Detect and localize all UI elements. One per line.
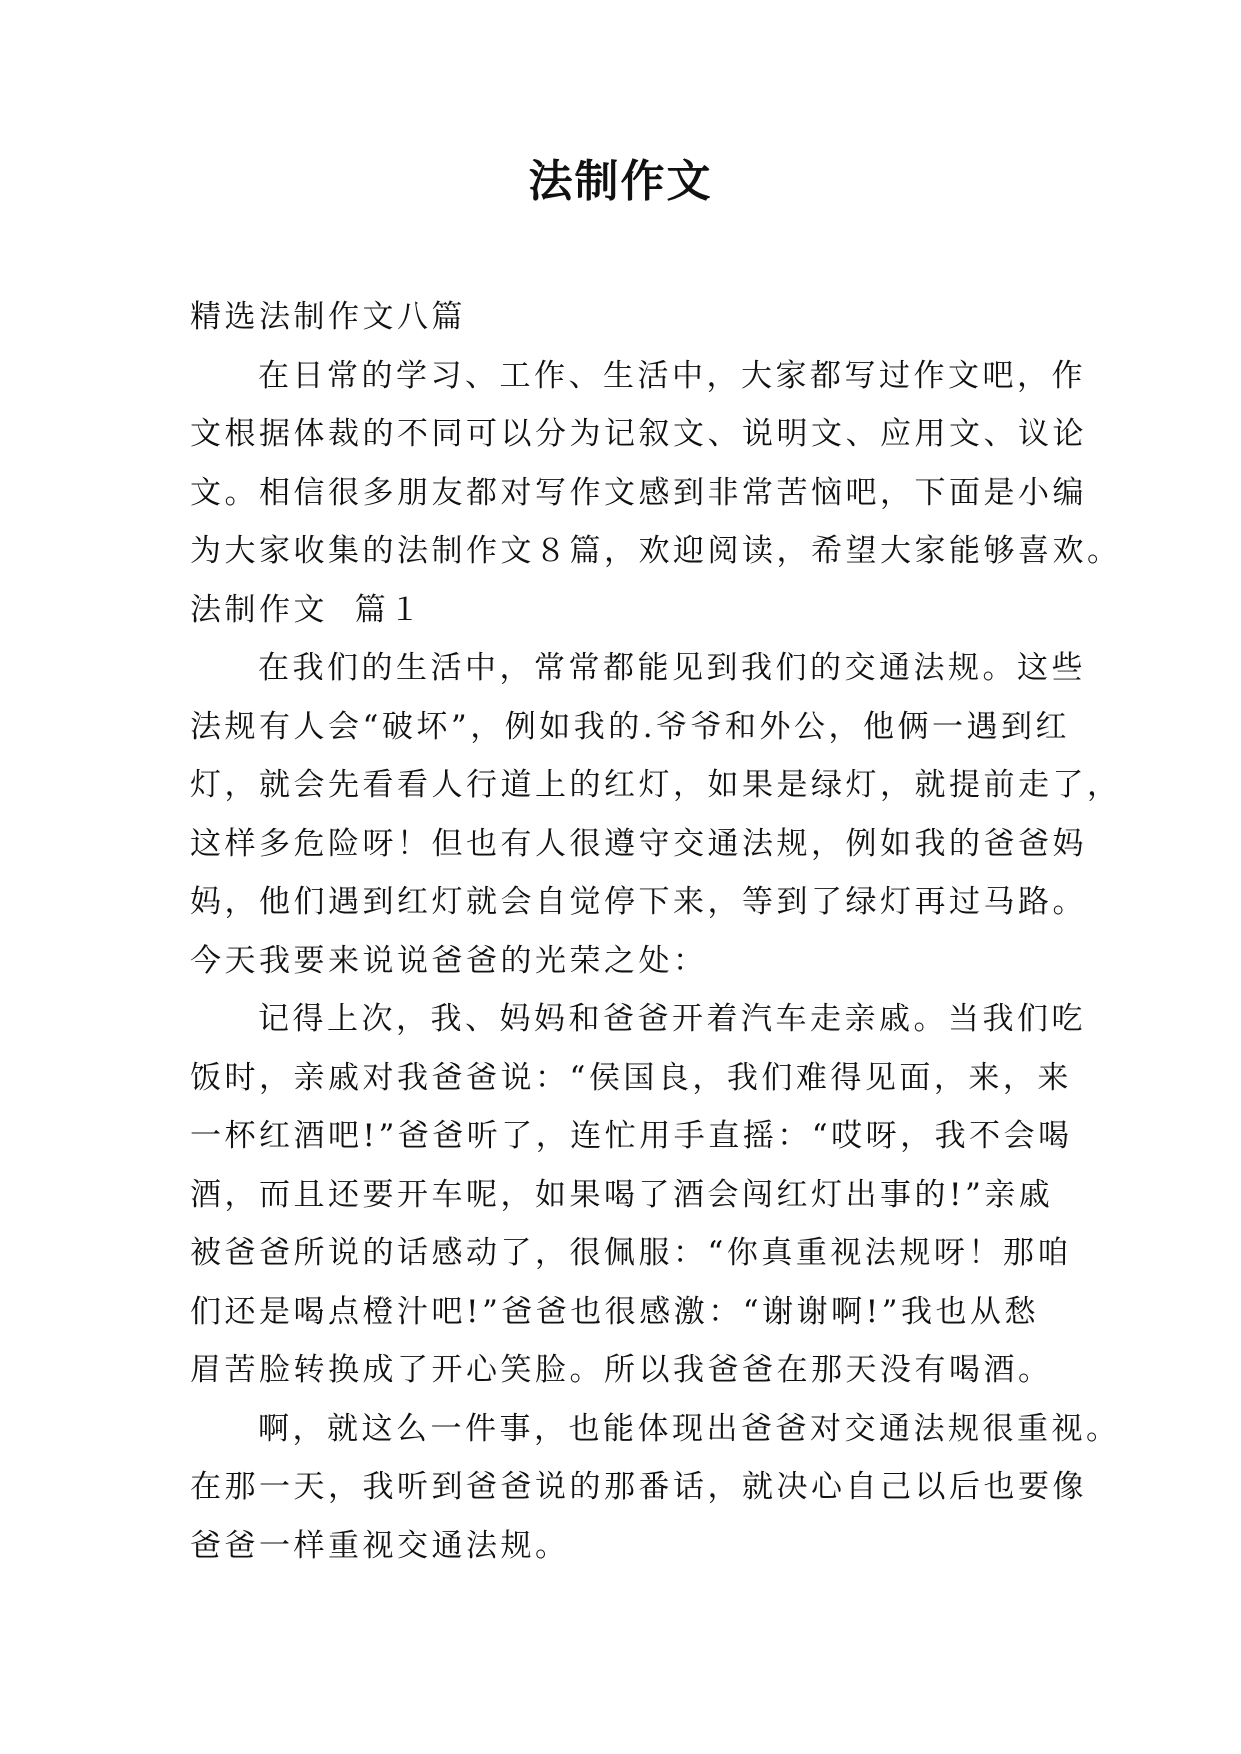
paragraph-line: 妈，他们遇到红灯就会自觉停下来，等到了绿灯再过马路。 xyxy=(190,884,1087,920)
document-title: 法制作文 xyxy=(528,156,713,207)
intro-line: 在日常的学习、工作、生活中，大家都写过作文吧，作 xyxy=(258,357,1086,394)
paragraph-line: 这样多危险呀！但也有人很遵守交通法规，例如我的爸爸妈 xyxy=(190,825,1087,862)
intro-paragraph xyxy=(190,347,1122,581)
intro-line: 文根据体裁的不同可以分为记叙文、说明文、应用文、议论 xyxy=(190,416,1087,452)
subtitle: 精选法制作文八篇 xyxy=(190,299,466,335)
paragraph-line: 法规有人会“破坏”，例如我的.爷爷和外公，他俩一遇到红 xyxy=(190,708,1071,745)
paragraph-1 xyxy=(190,639,1122,990)
intro-line: 文。相信很多朋友都对写作文感到非常苦恼吧，下面是小编 xyxy=(190,474,1087,511)
paragraph-line: 酒，而且还要开车呢，如果喝了酒会闯红灯出事的!”亲戚 xyxy=(190,1176,1054,1213)
paragraph-line: 今天我要来说说爸爸的光荣之处： xyxy=(190,942,708,979)
paragraph-line: 被爸爸所说的话感动了，很佩服：“你真重视法规呀！那咱 xyxy=(190,1235,1072,1271)
paragraph-3 xyxy=(190,1400,1121,1576)
paragraph-line: 饭时，亲戚对我爸爸说：“侯国良，我们难得见面，来，来 xyxy=(190,1059,1072,1096)
intro-line: 为大家收集的法制作文８篇，欢迎阅读，希望大家能够喜欢。 xyxy=(190,533,1122,569)
paragraph-line: 灯，就会先看看人行道上的红灯，如果是绿灯，就提前走了， xyxy=(190,767,1122,803)
paragraph-line: 在我们的生活中，常常都能见到我们的交通法规。这些 xyxy=(258,650,1086,686)
document-body xyxy=(190,288,1122,1575)
paragraph-line: 爸爸一样重视交通法规。 xyxy=(190,1527,570,1564)
paragraph-line: 记得上次，我、妈妈和爸爸开着汽车走亲戚。当我们吃 xyxy=(258,1001,1086,1037)
paragraph-line: 们还是喝点橙汁吧!”爸爸也很感激：“谢谢啊!”我也从愁 xyxy=(190,1293,1039,1330)
paragraph-line: 一杯红酒吧!”爸爸听了，连忙用手直摇：“哎呀，我不会喝 xyxy=(190,1118,1073,1154)
section-heading: 法制作文 篇１ xyxy=(190,591,424,628)
paragraph-line: 啊，就这么一件事，也能体现出爸爸对交通法规很重视。 xyxy=(258,1410,1121,1447)
paragraph-2 xyxy=(190,990,1086,1400)
paragraph-line: 在那一天，我听到爸爸说的那番话，就决心自己以后也要像 xyxy=(190,1469,1087,1505)
paragraph-line: 眉苦脸转换成了开心笑脸。所以我爸爸在那天没有喝酒。 xyxy=(190,1352,1053,1388)
